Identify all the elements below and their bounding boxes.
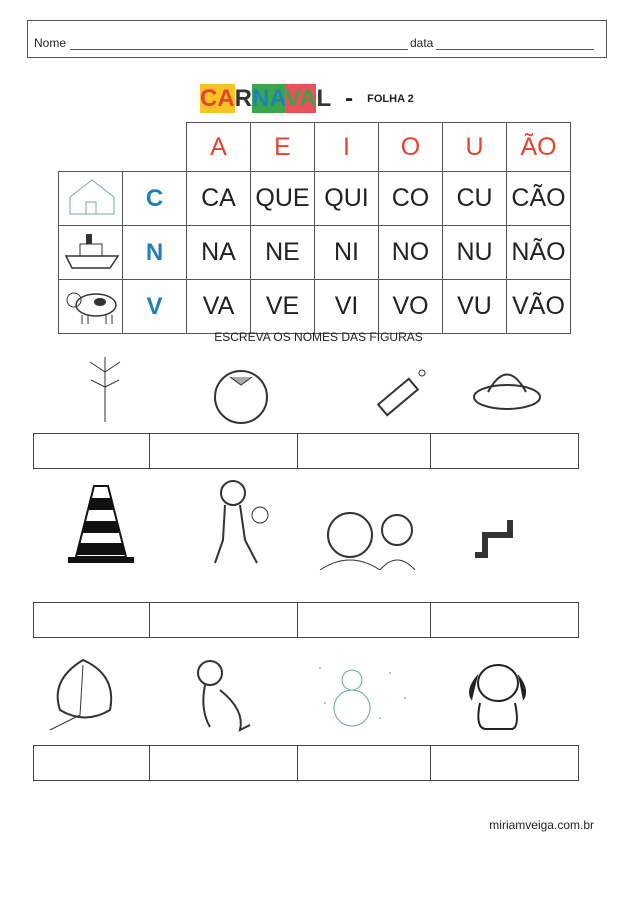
syllable-cell: CU	[443, 172, 507, 226]
boy-with-ball-icon	[205, 475, 275, 570]
vowel-cell: A	[187, 123, 251, 172]
dragon-icon	[185, 655, 255, 735]
answer-box[interactable]	[298, 603, 431, 637]
answer-box[interactable]	[431, 603, 578, 637]
answer-row	[33, 433, 579, 469]
syllable-cell: QUE	[251, 172, 315, 226]
name-field[interactable]	[70, 49, 408, 50]
answer-box[interactable]	[150, 434, 298, 468]
answer-box[interactable]	[431, 746, 578, 780]
persimmon-icon	[210, 365, 272, 425]
carnaval-title	[200, 84, 331, 114]
syllable-cell: VO	[379, 280, 443, 334]
name-label: Nome	[34, 36, 67, 50]
website-credit: miriamveiga.com.br	[489, 818, 594, 832]
title-letters: L	[316, 85, 332, 112]
vowel-cell: ÃO	[507, 123, 571, 172]
syllable-cell: VE	[251, 280, 315, 334]
title-letters: CA	[200, 85, 235, 112]
syllable-cell: NU	[443, 226, 507, 280]
date-field[interactable]	[436, 49, 594, 50]
answer-box[interactable]	[150, 746, 298, 780]
consonant-cell: C	[123, 172, 187, 226]
consonant-cell: V	[123, 280, 187, 334]
syllable-cell: NI	[315, 226, 379, 280]
table-row	[59, 280, 571, 334]
syllable-cell: NA	[187, 226, 251, 280]
snowman-icon	[310, 658, 420, 738]
syllable-cell: VU	[443, 280, 507, 334]
pipe-icon	[470, 515, 520, 565]
page-title	[200, 84, 414, 114]
syllable-cell: VA	[187, 280, 251, 334]
answer-box[interactable]	[150, 603, 298, 637]
syllable-cell: VI	[315, 280, 379, 334]
answer-box[interactable]	[298, 746, 431, 780]
consonant-cell: N	[123, 226, 187, 280]
vowel-cell: U	[443, 123, 507, 172]
vowel-cell: O	[379, 123, 443, 172]
syllable-cell: CÃO	[507, 172, 571, 226]
title-letters: VA	[284, 85, 317, 112]
syllable-cell: CO	[379, 172, 443, 226]
answer-box[interactable]	[298, 434, 431, 468]
answer-box[interactable]	[34, 603, 150, 637]
sheet-number: FOLHA 2	[367, 93, 414, 105]
leaf-icon	[45, 655, 120, 735]
sugarcane-icon	[85, 352, 125, 424]
traffic-cone-icon	[66, 483, 136, 565]
cow-icon	[60, 280, 122, 326]
vowel-cell: I	[315, 123, 379, 172]
title-dash: -	[345, 85, 354, 112]
answer-box[interactable]	[34, 434, 150, 468]
bottle-icon	[370, 365, 432, 423]
answer-row	[33, 602, 579, 638]
answer-row	[33, 745, 579, 781]
title-letters: NA	[252, 85, 285, 112]
instruction: ESCREVA OS NOMES DAS FIGURAS	[214, 330, 423, 344]
table-row	[59, 172, 571, 226]
grandfather-grandson-icon	[315, 500, 420, 570]
title-letters: R	[234, 85, 253, 112]
dog-icon	[460, 655, 535, 733]
syllable-cell: VÃO	[507, 280, 571, 334]
house-icon	[60, 172, 122, 218]
ship-icon	[60, 226, 122, 272]
answer-box[interactable]	[34, 746, 150, 780]
name-date-box	[27, 20, 607, 58]
syllable-cell: NO	[379, 226, 443, 280]
syllable-cell: NE	[251, 226, 315, 280]
syllable-cell: NÃO	[507, 226, 571, 280]
ufo-icon	[470, 352, 545, 422]
table-row	[59, 226, 571, 280]
syllable-cell: CA	[187, 172, 251, 226]
answer-box[interactable]	[431, 434, 578, 468]
syllable-table	[58, 122, 571, 334]
date-label: data	[410, 36, 434, 50]
syllable-cell: QUI	[315, 172, 379, 226]
vowel-cell: E	[251, 123, 315, 172]
